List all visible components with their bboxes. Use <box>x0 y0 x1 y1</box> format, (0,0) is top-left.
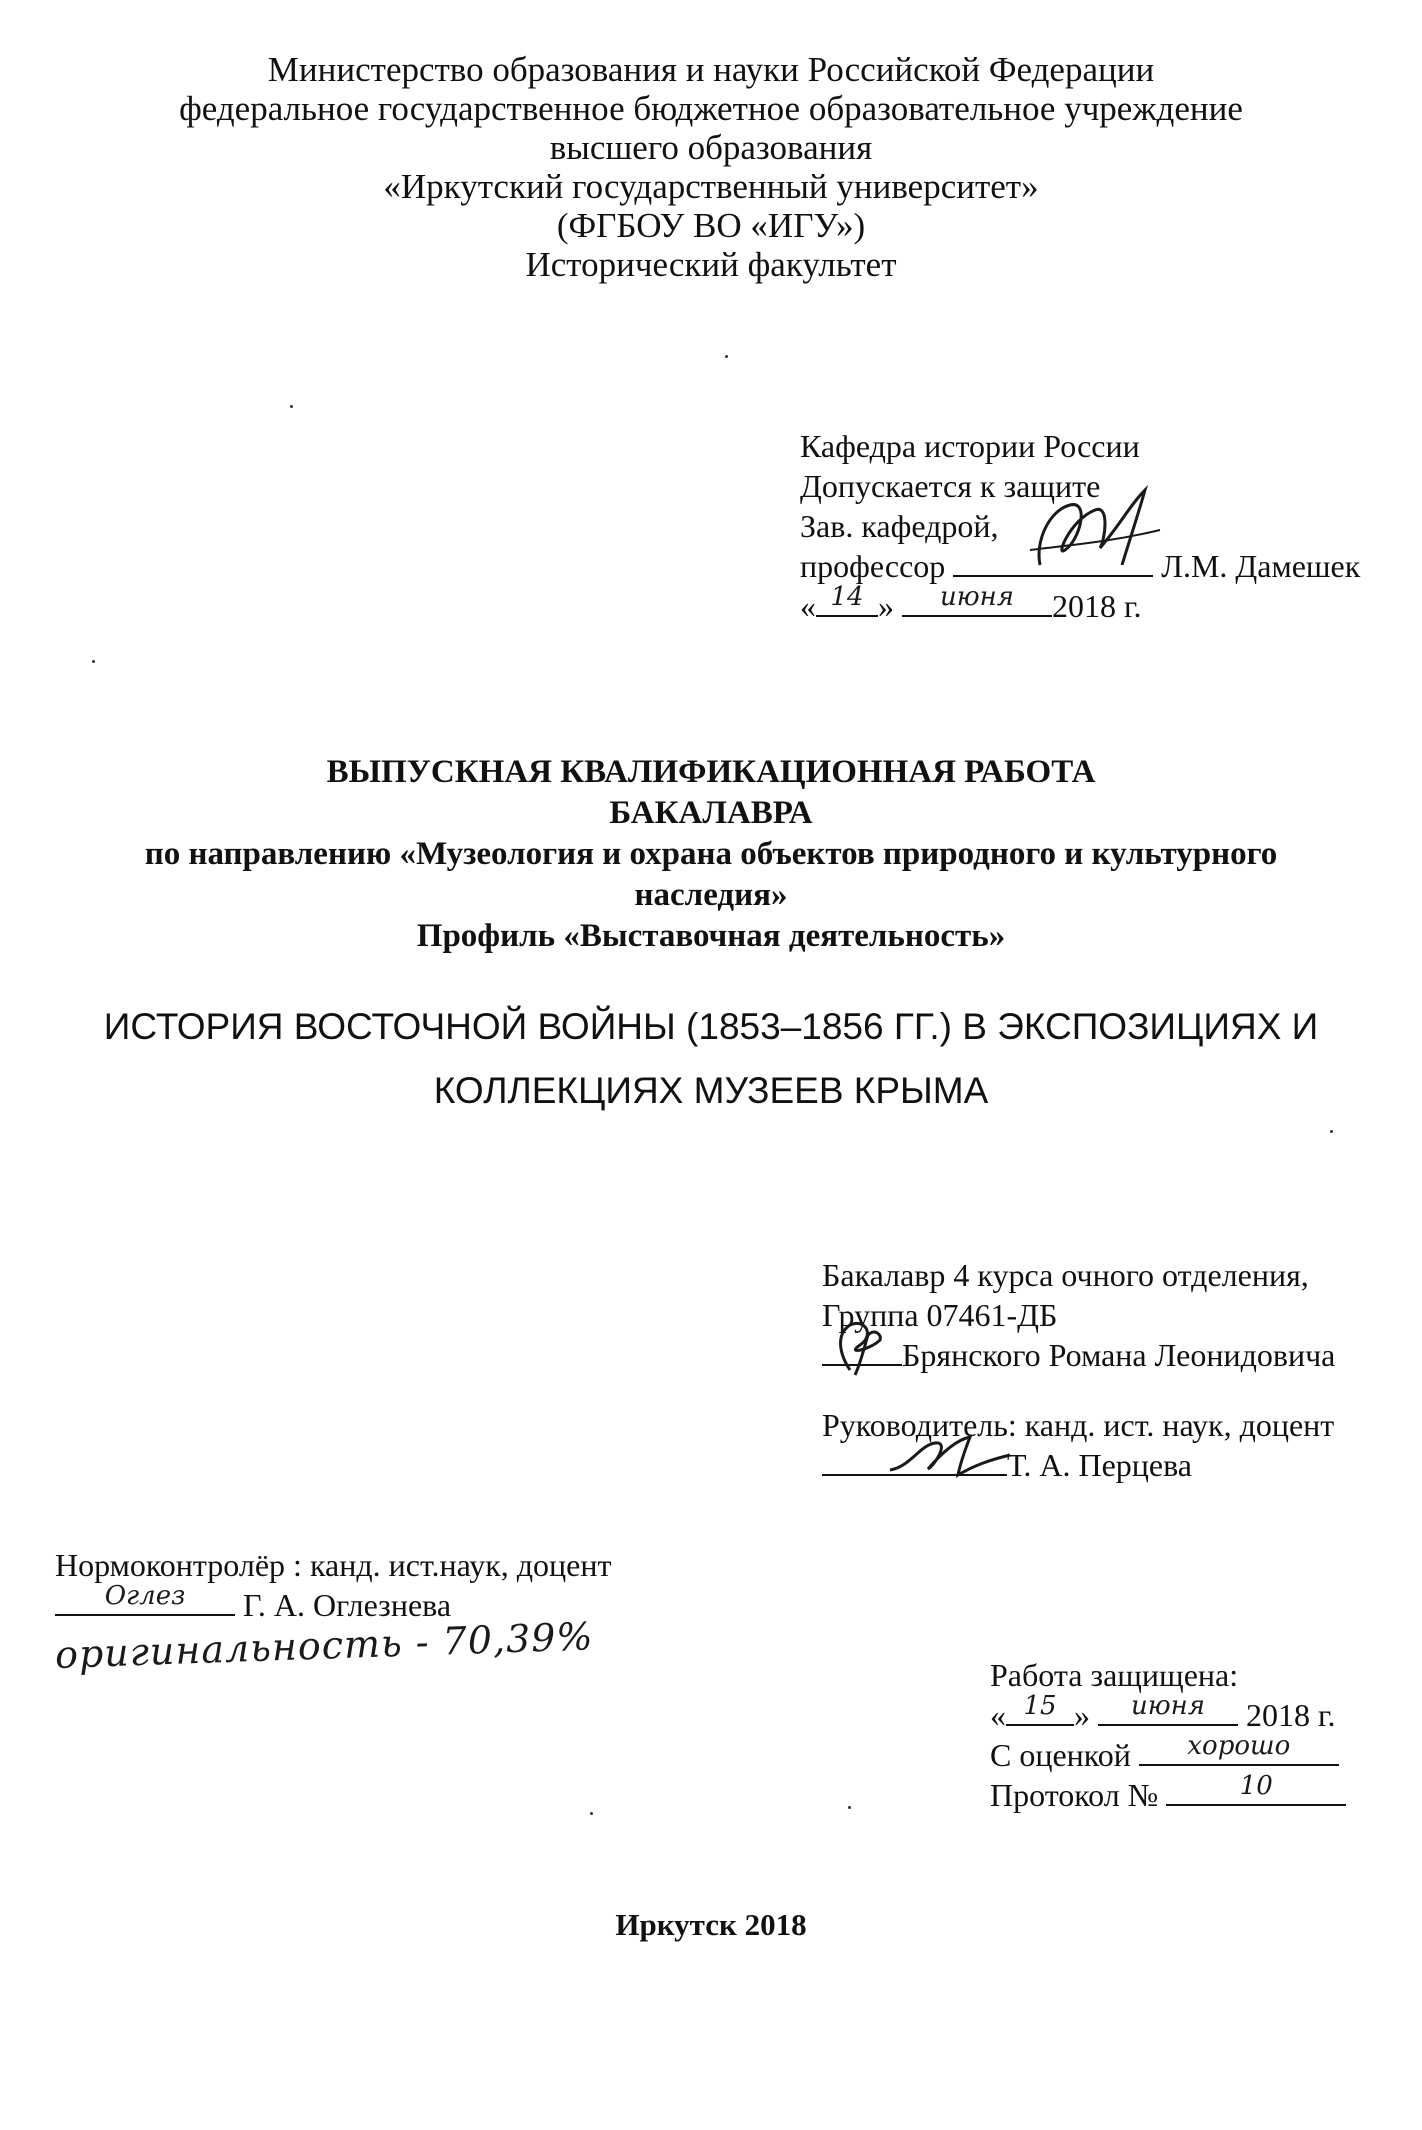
head-label: Зав. кафедрой, <box>800 508 999 544</box>
title-line-3: по направлению «Музеология и охрана объектов природного и культурного <box>144 836 1278 872</box>
department-label: Кафедра истории России <box>800 428 1140 464</box>
admitted-label: Допускается к защите <box>800 468 1101 504</box>
approval-day-handwritten: 14 <box>830 582 864 612</box>
date-quote-close: » <box>878 588 894 624</box>
city-year: Иркутск 2018 <box>615 1907 807 1942</box>
normcontrol-label: Нормоконтролёр : канд. ист.наук, доцент <box>55 1547 612 1583</box>
supervisor-signature <box>880 1425 1020 1485</box>
defense-year: 2018 г. <box>1246 1697 1336 1733</box>
defense-label: Работа защищена: <box>990 1657 1239 1693</box>
normcontrol-block <box>55 1545 755 1677</box>
approval-day-field <box>816 582 878 617</box>
approval-month-handwritten: июня <box>940 582 1014 612</box>
approval-date-row <box>800 582 1400 626</box>
normcontrol-name: Г. А. Оглезнева <box>243 1587 452 1623</box>
student-group: Группа 07461-ДБ <box>822 1297 1058 1333</box>
topic-line-2: КОЛЛЕКЦИЯХ МУЗЕЕВ КРЫМА <box>433 1070 989 1111</box>
protocol-label: Протокол № <box>990 1777 1159 1813</box>
student-name: Брянского Романа Леонидовича <box>902 1337 1336 1373</box>
defense-month-field <box>1098 1691 1238 1726</box>
header-line-faculty: Исторический факультет <box>525 245 897 284</box>
approval-year: 2018 г. <box>1052 588 1142 624</box>
scan-speck <box>290 405 293 408</box>
scan-speck <box>92 660 95 663</box>
title-line-1: ВЫПУСКНАЯ КВАЛИФИКАЦИОННАЯ РАБОТА <box>326 754 1096 790</box>
defense-quote-close: » <box>1074 1697 1090 1733</box>
header-line-education-level: высшего образования <box>549 128 873 167</box>
header-line-institution-type: федеральное государственное бюджетное образовательное учреждение <box>179 89 1243 128</box>
date-quote-open: « <box>800 588 816 624</box>
defense-day-field <box>1006 1691 1074 1726</box>
defense-month-handwritten: июня <box>1131 1691 1205 1721</box>
scan-speck <box>590 1812 593 1815</box>
topic-line-1: ИСТОРИЯ ВОСТОЧНОЙ ВОЙНЫ (1853–1856 ГГ.) В ЭКСПОЗИЦИЯХ И <box>103 1006 1319 1047</box>
title-line-5: Профиль «Выставочная деятельность» <box>416 918 1006 954</box>
defense-quote-open: « <box>990 1697 1006 1733</box>
defense-day-handwritten: 15 <box>1023 1691 1057 1721</box>
normcontrol-signature-field <box>55 1581 235 1616</box>
student-name-row <box>822 1335 1402 1375</box>
scan-speck <box>1330 1130 1333 1133</box>
professor-name: Л.М. Дамешек <box>1161 548 1361 584</box>
supervisor-label: Руководитель: канд. ист. наук, доцент <box>822 1407 1335 1443</box>
protocol-field <box>1166 1771 1346 1806</box>
title-line-4: наследия» <box>634 877 788 913</box>
normcontrol-signature-handwritten: Оглез <box>104 1581 186 1611</box>
grade-handwritten: хорошо <box>1187 1731 1291 1761</box>
approval-month-field <box>902 582 1052 617</box>
header-line-ministry: Министерство образования и науки Российской Федерации <box>267 50 1155 89</box>
protocol-row <box>990 1771 1410 1815</box>
student-signature <box>820 1310 900 1380</box>
title-line-2: БАКАЛАВРА <box>609 795 813 831</box>
defense-block <box>990 1655 1410 1815</box>
student-course: Бакалавр 4 курса очного отделения, <box>822 1257 1309 1293</box>
grade-field <box>1139 1731 1339 1766</box>
grade-label: С оценкой <box>990 1737 1131 1773</box>
supervisor-name: Т. А. Перцева <box>1007 1447 1192 1483</box>
professor-label: профессор <box>800 548 946 584</box>
ministry-header <box>0 50 1422 284</box>
protocol-handwritten: 10 <box>1239 1771 1273 1801</box>
scan-speck <box>848 1806 851 1809</box>
header-line-university: «Иркутский государственный университет» <box>383 167 1039 206</box>
work-title <box>0 752 1422 957</box>
header-line-abbreviation: (ФГБОУ ВО «ИГУ») <box>556 206 866 245</box>
thesis-topic <box>0 995 1422 1123</box>
head-signature <box>1010 470 1180 590</box>
originality-note: оригинальность - 70,39% <box>54 1614 595 1677</box>
scan-speck <box>725 355 728 358</box>
